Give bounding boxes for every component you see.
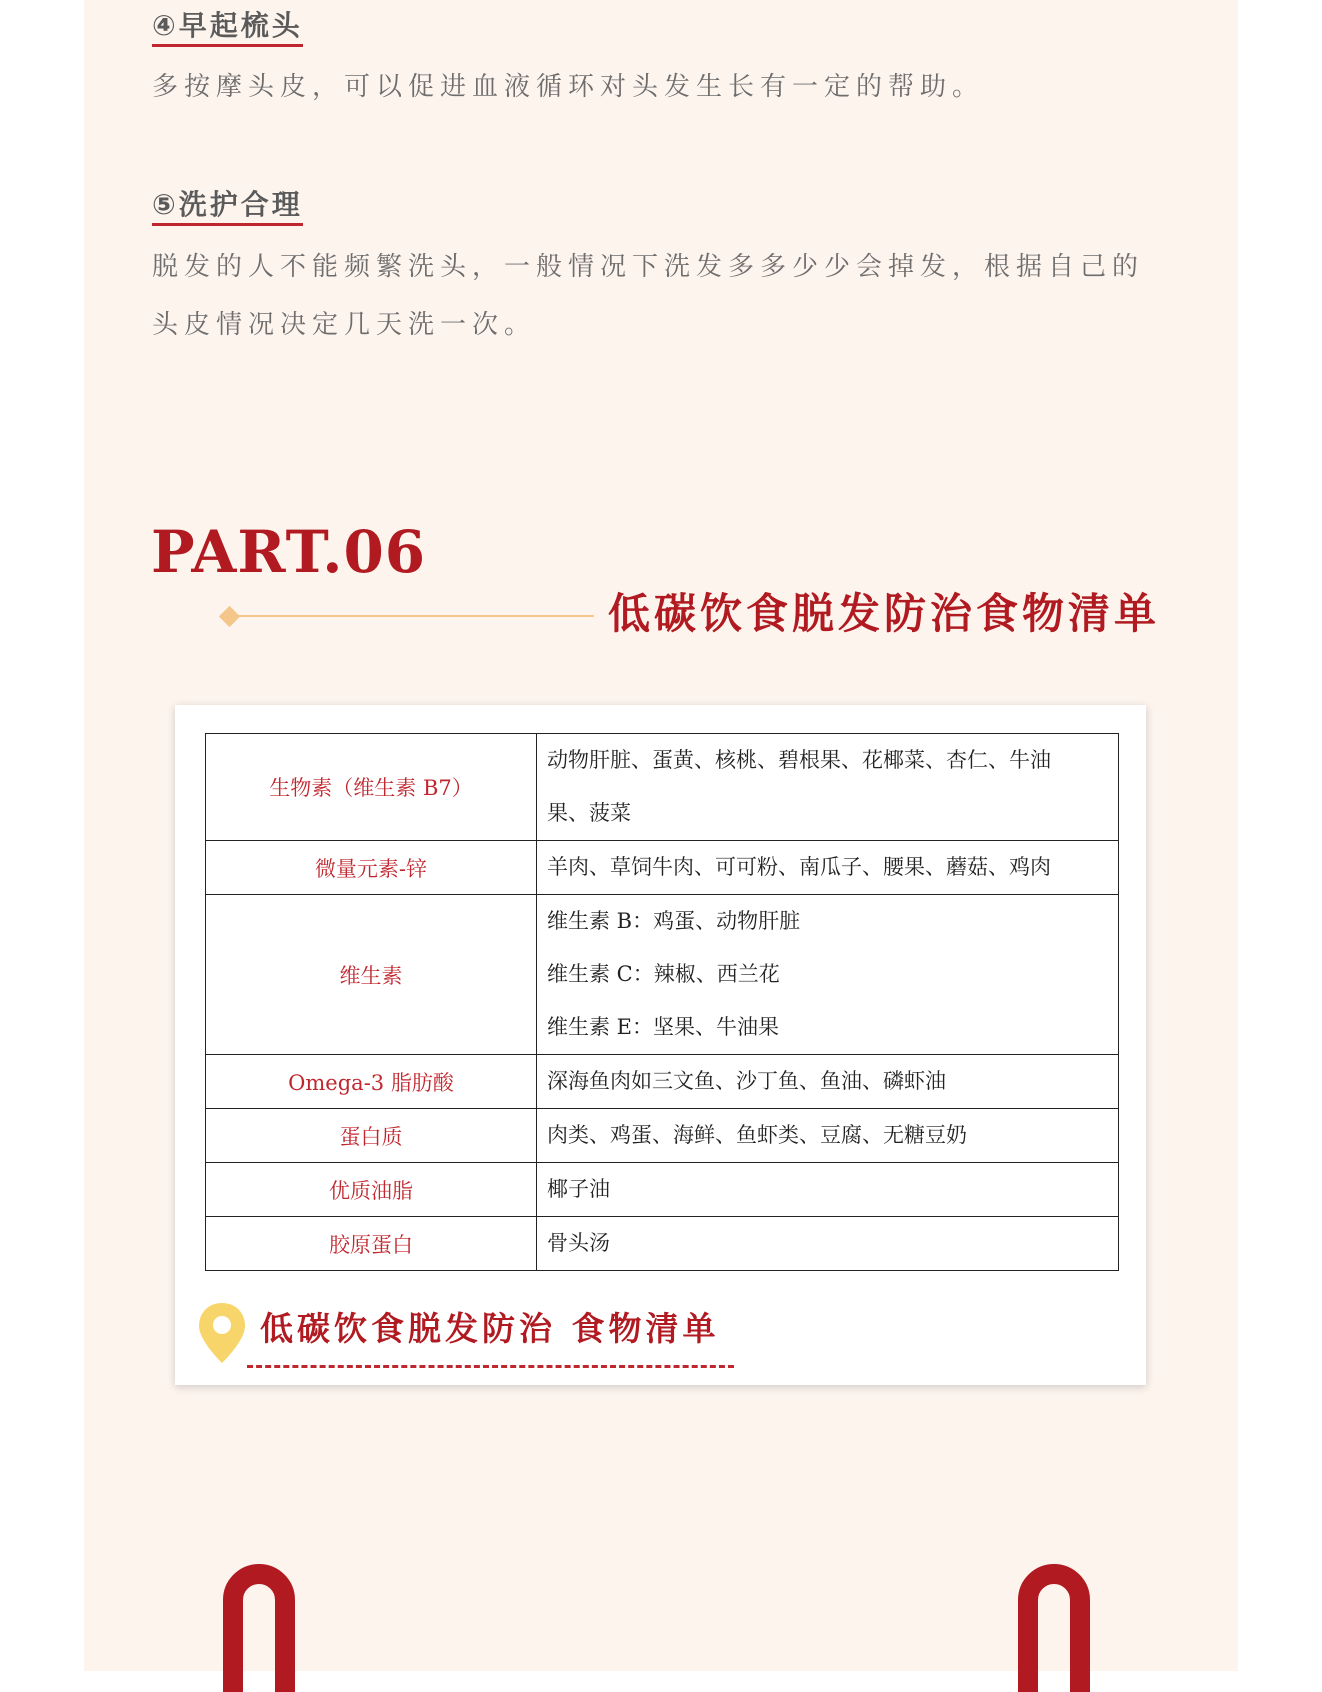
items-cell (537, 1217, 1119, 1271)
dashed-underline (247, 1365, 734, 1368)
section-body-comb-hair (152, 58, 1182, 116)
divider-line (238, 615, 594, 617)
table-row (206, 841, 1119, 895)
food-table (205, 733, 1119, 1271)
arch-decoration-left (222, 1562, 296, 1692)
item-line: 维生素 E：坚果、牛油果 (547, 1015, 780, 1039)
section-body-wash-care (152, 238, 1182, 354)
category-cell: 蛋白质 (206, 1109, 537, 1163)
category-cell: 优质油脂 (206, 1163, 537, 1217)
items-cell (537, 734, 1119, 841)
arch-decoration-right (1017, 1562, 1091, 1692)
category-cell: Omega-3 脂肪酸 (206, 1055, 537, 1109)
table-row (206, 1109, 1119, 1163)
item-line: 肉类、鸡蛋、海鲜、鱼虾类、豆腐、无糖豆奶 (547, 1123, 967, 1147)
paragraph-line: 多按摩头皮，可以促进血液循环对头发生长有一定的帮助。 (152, 72, 985, 102)
card-footer-title: 低碳饮食脱发防治 食物清单 (260, 1309, 720, 1348)
item-line: 维生素 C：辣椒、西兰花 (547, 962, 780, 986)
items-cell (537, 1163, 1119, 1217)
table-row (206, 1217, 1119, 1271)
table-row (206, 895, 1119, 1055)
section-heading-wash-care: ⑤洗护合理 (152, 187, 303, 226)
category-cell: 微量元素-锌 (206, 841, 537, 895)
table-row (206, 1055, 1119, 1109)
paragraph-line: 头皮情况决定几天洗一次。 (152, 310, 537, 340)
table-row (206, 734, 1119, 841)
items-cell (537, 1055, 1119, 1109)
item-line: 骨头汤 (547, 1231, 610, 1255)
paragraph-line: 脱发的人不能频繁洗头，一般情况下洗发多多少少会掉发，根据自己的 (152, 252, 1145, 282)
item-line: 羊肉、草饲牛肉、可可粉、南瓜子、腰果、蘑菇、鸡肉 (547, 855, 1051, 879)
items-cell (537, 895, 1119, 1055)
table-row (206, 1163, 1119, 1217)
part-title: PART.06 (151, 518, 427, 586)
category-cell: 生物素（维生素 B7） (206, 734, 537, 841)
location-pin-icon (197, 1301, 247, 1365)
food-list-card (175, 705, 1146, 1385)
items-cell (537, 1109, 1119, 1163)
category-cell: 维生素 (206, 895, 537, 1055)
items-cell (537, 841, 1119, 895)
item-line: 动物肝脏、蛋黄、核桃、碧根果、花椰菜、杏仁、牛油 (547, 748, 1051, 772)
part-subtitle: 低碳饮食脱发防治食物清单 (608, 589, 1161, 638)
item-line: 果、菠菜 (547, 801, 631, 825)
category-cell: 胶原蛋白 (206, 1217, 537, 1271)
item-line: 深海鱼肉如三文鱼、沙丁鱼、鱼油、磷虾油 (547, 1069, 946, 1093)
item-line: 椰子油 (547, 1177, 610, 1201)
section-heading-comb-hair: ④早起梳头 (152, 8, 303, 47)
item-line: 维生素 B：鸡蛋、动物肝脏 (547, 909, 801, 933)
